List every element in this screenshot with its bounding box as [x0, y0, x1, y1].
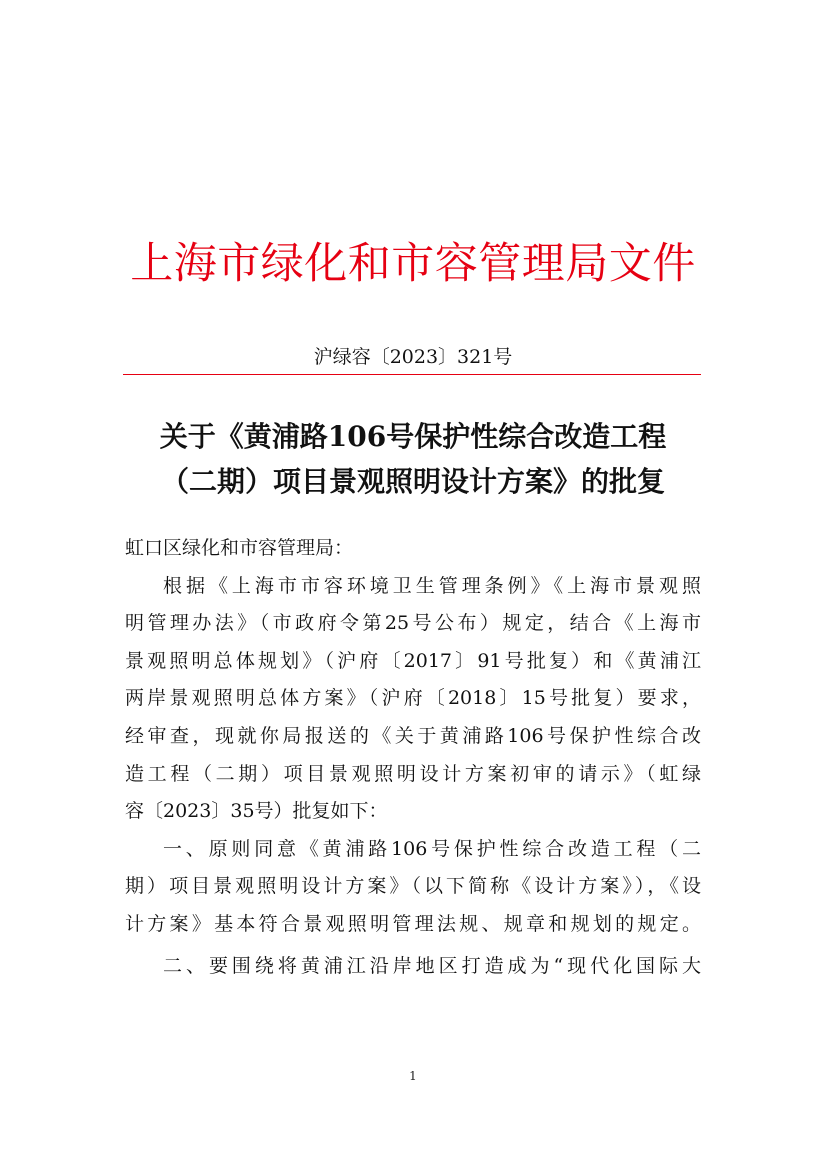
- document-body: [125, 530, 701, 985]
- document-title-line-1: 关于《黄浦路106号保护性综合改造工程: [159, 420, 667, 453]
- paragraph-1-line: 经审查，现就你局报送的《关于黄浦路106号保护性综合改: [125, 724, 701, 747]
- paragraph-1-line: 明管理办法》（市政府令第25号公布）规定，结合《上海市: [125, 612, 701, 635]
- paragraph-2-line: 计方案》基本符合景观照明管理法规、规章和规划的规定。: [125, 912, 701, 935]
- page-number: 1: [409, 1069, 417, 1083]
- red-divider-line: [123, 374, 701, 375]
- document-number: 沪绿容〔2023〕321号: [313, 346, 513, 368]
- document-title: [100, 414, 726, 504]
- paragraph-2-line: 期）项目景观照明设计方案》（以下简称《设计方案》），《设: [125, 875, 701, 898]
- paragraph-1-line: 造工程（二期）项目景观照明设计方案初审的请示》（虹绿: [125, 762, 701, 785]
- issuing-authority-header: 上海市绿化和市容管理局文件: [130, 239, 696, 289]
- document-title-line-2: （二期）项目景观照明设计方案》的批复: [160, 465, 665, 498]
- paragraph-1-line: 景观照明总体规划》（沪府〔2017〕91号批复）和《黄浦江: [125, 649, 701, 672]
- paragraph-1-line: 容〔2023〕35号）批复如下：: [125, 800, 388, 823]
- paragraph-1-line: 两岸景观照明总体方案》（沪府〔2018〕15号批复）要求，: [125, 687, 701, 710]
- addressee: 虹口区绿化和市容管理局：: [125, 537, 354, 559]
- paragraph-1-line: 根据《上海市市容环境卫生管理条例》《上海市景观照: [163, 574, 701, 597]
- paragraph-3-line: 二、要围绕将黄浦江沿岸地区打造成为“现代化国际大: [163, 954, 701, 977]
- paragraph-2-line: 一、原则同意《黄浦路106号保护性综合改造工程（二: [163, 837, 701, 860]
